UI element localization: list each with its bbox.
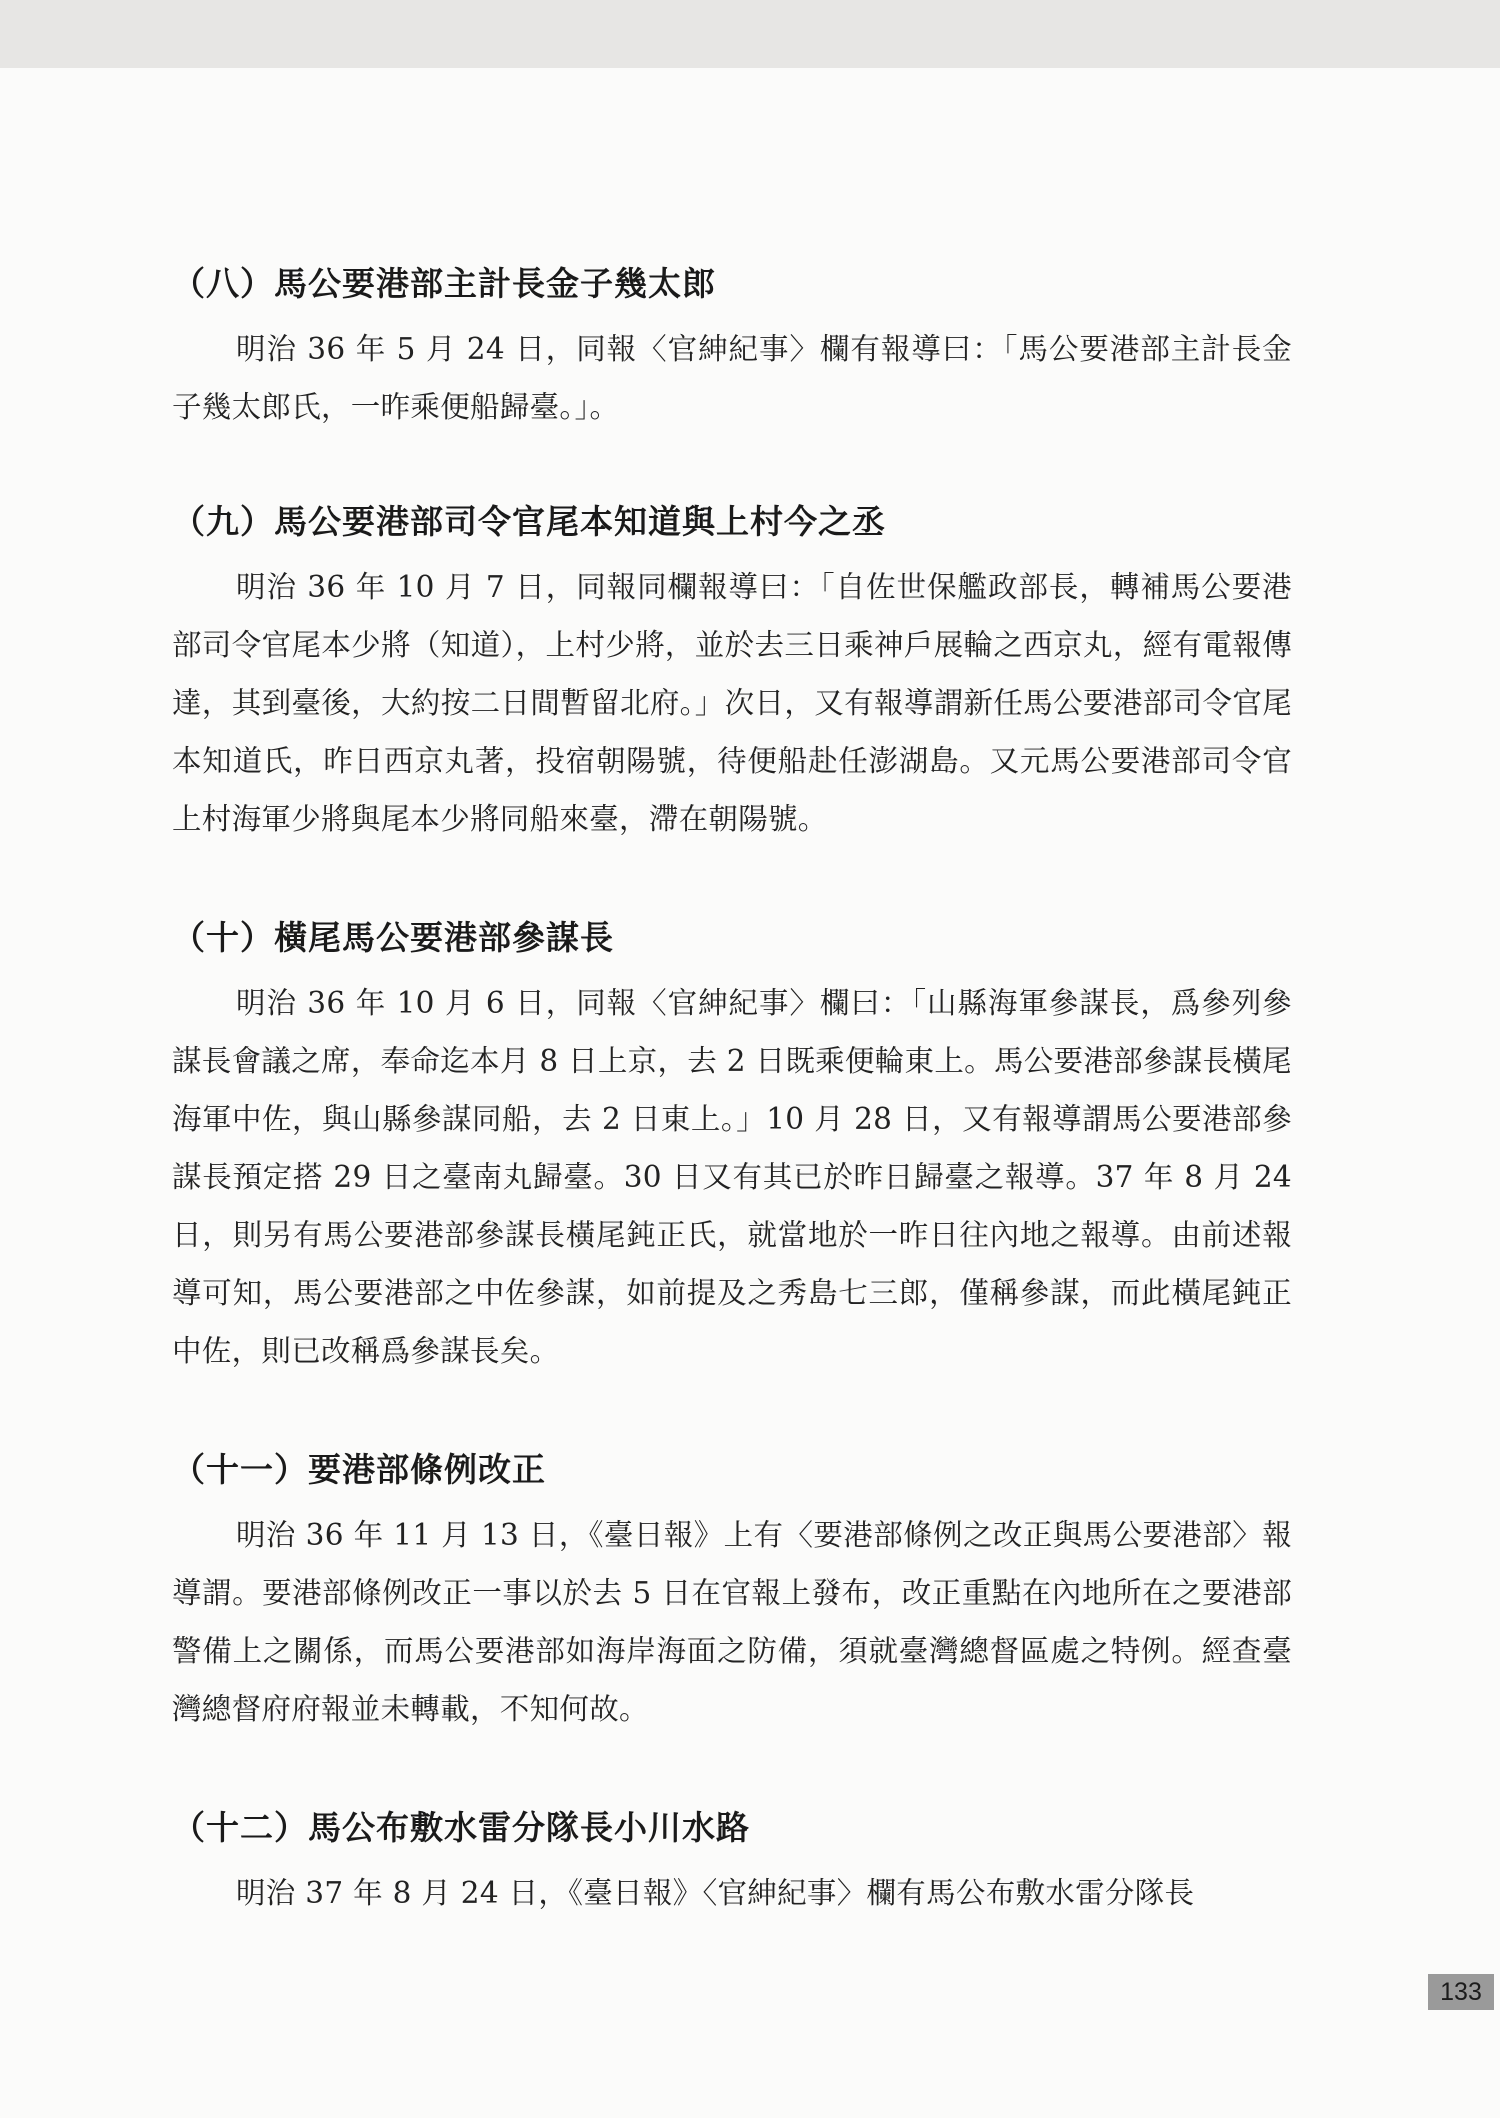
section-heading: （十）橫尾馬公要港部參謀長 <box>172 918 614 957</box>
section-paragraph: 明治 36 年 5 月 24 日，同報〈官紳紀事〉欄有報導曰：「馬公要港部主計長金子幾太郎氏，一昨乘便船歸臺。」。 <box>172 332 1292 424</box>
section-paragraph: 明治 36 年 10 月 7 日，同報同欄報導曰：「自佐世保艦政部長，轉補馬公要港部司令官尾本少將（知道），上村少將，並於去三日乘神戶展輪之西京丸，經有電報傳達，其到臺後，大約按二日間暫留北府。」次日，又有報導謂新任馬公要港部司令官尾本知道氏，昨日西京丸著，投宿朝陽號，待便船赴任澎湖島。又元馬公要港部司令官上村海軍少將與尾本少將同船來臺，滯在朝陽號。 <box>172 570 1292 836</box>
section-heading: （八）馬公要港部主計長金子幾太郎 <box>172 264 716 303</box>
section-heading: （十一）要港部條例改正 <box>172 1450 546 1489</box>
page-number: 133 <box>1428 1974 1494 2010</box>
section-paragraph: 明治 36 年 11 月 13 日，《臺日報》上有〈要港部條例之改正與馬公要港部〉報導謂。要港部條例改正一事以於去 5 日在官報上發布，改正重點在內地所在之要港部警備上之關係，而馬公要港部如海岸海面之防備，須就臺灣總督區處之特例。經查臺灣總督府府報並未轉載，不知何故。 <box>172 1518 1292 1726</box>
section-paragraph: 明治 36 年 10 月 6 日，同報〈官紳紀事〉欄曰：「山縣海軍參謀長，爲參列參謀長會議之席，奉命迄本月 8 日上京，去 2 日既乘便輪東上。馬公要港部參謀長橫尾海軍中佐，與山縣參謀同船，去 2 日東上。」10 月 28 日，又有報導謂馬公要港部參謀長預定搭 29 日之臺南丸歸臺。30 日又有其已於昨日歸臺之報導。37 年 8 月 24 日，則另有馬公要港部參謀長橫尾鈍正氏，就當地於一昨日往內地之報導。由前述報導可知，馬公要港部之中佐參謀，如前提及之秀島七三郎，僅稱參謀，而此橫尾鈍正中佐，則已改稱爲參謀長矣。 <box>172 986 1292 1368</box>
section-12 <box>172 1806 1292 1922</box>
section-paragraph: 明治 37 年 8 月 24 日，《臺日報》〈官紳紀事〉欄有馬公布敷水雷分隊長 <box>236 1876 1195 1910</box>
section-8 <box>172 262 1292 436</box>
section-11 <box>172 1448 1292 1738</box>
section-heading: （十二）馬公布敷水雷分隊長小川水路 <box>172 1808 750 1847</box>
section-9 <box>172 500 1292 848</box>
section-10 <box>172 916 1292 1380</box>
section-heading: （九）馬公要港部司令官尾本知道與上村今之丞 <box>172 502 886 541</box>
